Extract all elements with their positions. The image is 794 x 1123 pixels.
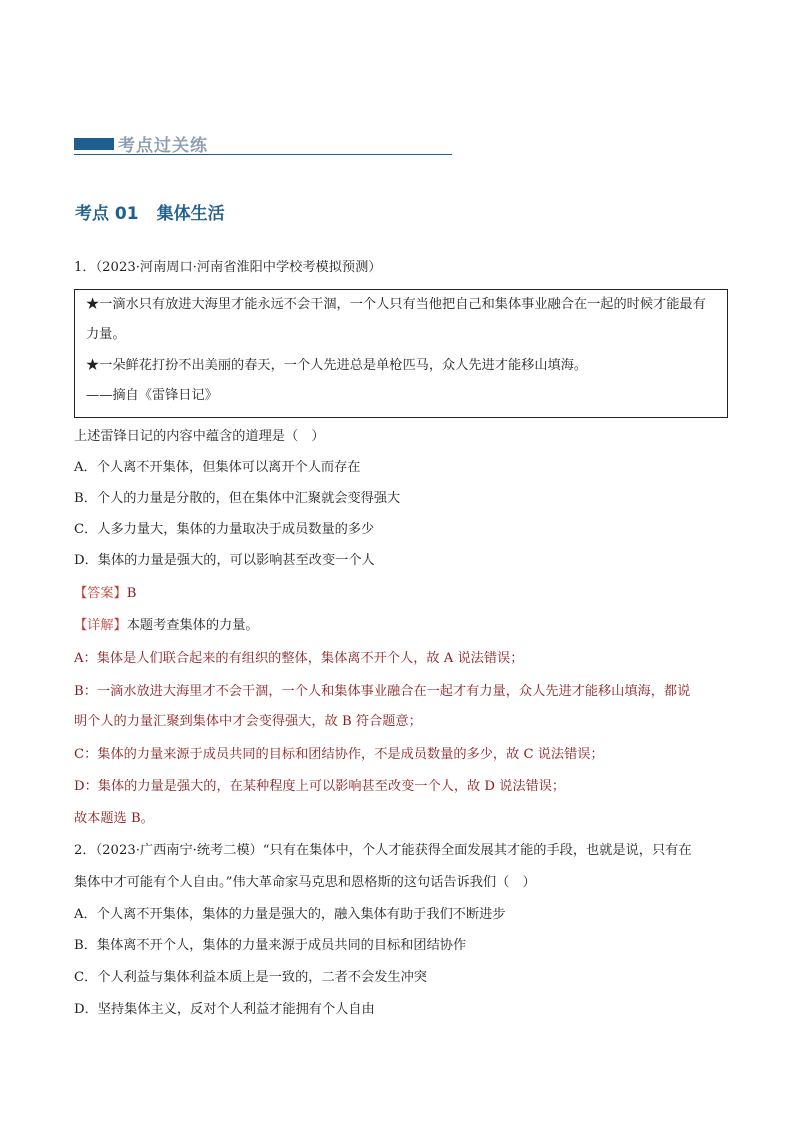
q1-conclusion: 故本题选 B。 <box>74 811 154 826</box>
q1-quote-box <box>74 289 728 418</box>
q1-source: 1．（2023·河南周口·河南省淮阳中学校考模拟预测） <box>74 260 382 275</box>
detail-tag: 【详解】 <box>74 618 127 633</box>
banner-title: 考点过关练 <box>118 136 208 156</box>
quote-line: ★一滴水只有放进大海里才能永远不会干涸，一个人只有当他把自己和集体事业融合在一起的时候才能最有 <box>86 297 706 312</box>
q2-stem-line: 集体中才可能有个人自由。”伟大革命家马克思和恩格斯的这句话告诉我们（ ） <box>74 875 536 890</box>
q1-explanation-d: D：集体的力量是强大的，在某种程度上可以影响甚至改变一个人，故 D 说法错误； <box>74 779 566 794</box>
q2-option-c: C．个人利益与集体利益本质上是一致的，二者不会发生冲突 <box>74 970 427 985</box>
q1-explanation-b-cont: 明个人的力量汇聚到集体中才会变得强大，故 B 符合题意； <box>74 714 422 729</box>
q1-option-b: B．个人的力量是分散的，但在集体中汇聚就会变得强大 <box>74 491 401 506</box>
q1-option-a: A．个人离不开集体，但集体可以离开个人而存在 <box>74 460 361 475</box>
section-heading <box>75 199 225 224</box>
section-label: 考点 01 <box>75 204 139 224</box>
q2-stem-line: 2．（2023·广西南宁·统考二模）“只有在集体中，个人才能获得全面发展其才能的手段，也就是说，只有在 <box>74 843 692 858</box>
answer-tag: 【答案】 <box>74 586 127 601</box>
q1-option-c: C．人多力量大，集体的力量取决于成员数量的多少 <box>74 522 375 537</box>
section-title: 集体生活 <box>156 204 225 224</box>
q2-option-b: B．集体离不开个人，集体的力量来源于成员共同的目标和团结协作 <box>74 938 467 953</box>
q1-stem: 上述雷锋日记的内容中蕴含的道理是（ ） <box>74 429 325 444</box>
q1-explanation-c: C：集体的力量来源于成员共同的目标和团结协作，不是成员数量的多少，故 C 说法错误； <box>74 747 604 762</box>
quote-source: ——摘自《雷锋日记》 <box>86 388 218 403</box>
q1-option-d: D．集体的力量是强大的，可以影响甚至改变一个人 <box>74 553 375 568</box>
section-banner <box>74 133 454 157</box>
q1-answer <box>74 584 136 604</box>
answer-value: B <box>126 586 137 601</box>
detail-text: 本题考查集体的力量。 <box>126 618 259 633</box>
quote-line: ★一朵鲜花打扮不出美丽的春天，一个人先进总是单枪匹马，众人先进才能移山填海。 <box>86 358 588 373</box>
q1-detail <box>74 616 259 636</box>
q2-option-d: D．坚持集体主义，反对个人利益才能拥有个人自由 <box>74 1002 375 1017</box>
q1-explanation-a: A：集体是人们联合起来的有组织的整体，集体离不开个人，故 A 说法错误； <box>74 651 524 666</box>
quote-line: 力量。 <box>86 327 126 342</box>
q2-option-a: A．个人离不开集体，集体的力量是强大的，融入集体有助于我们不断进步 <box>74 907 506 922</box>
banner-bar <box>74 138 114 150</box>
q1-explanation-b: B：一滴水放进大海里才不会干涸，一个人和集体事业融合在一起才有力量，众人先进才能移山填海，都说 <box>74 684 691 699</box>
